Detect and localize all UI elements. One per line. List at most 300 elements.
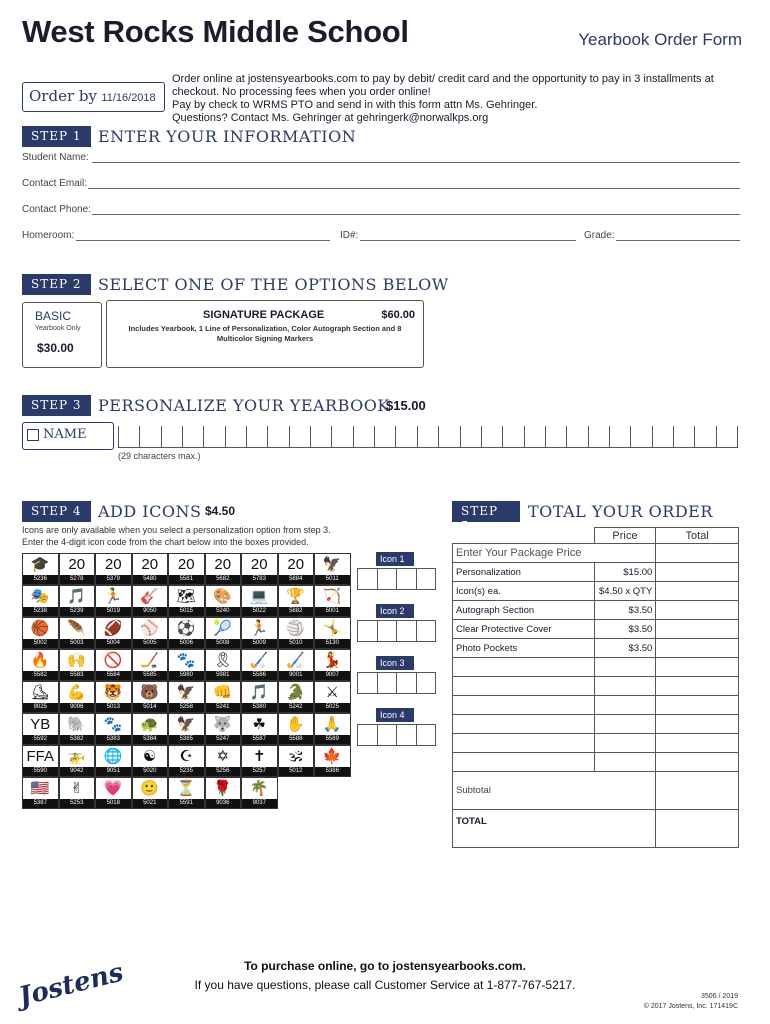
name-char-cell[interactable] xyxy=(267,426,288,448)
yearbook-icon: 20 xyxy=(287,556,305,573)
icon-code: 5480 xyxy=(133,575,168,584)
step3-heading: PERSONALIZE YOUR YEARBOOK xyxy=(98,396,390,415)
icon-chart-cell xyxy=(205,553,242,585)
icon-code: 5383 xyxy=(96,735,131,744)
icon-chart-cell xyxy=(22,777,59,809)
id-field[interactable] xyxy=(360,240,576,241)
icon-code: 5584 xyxy=(96,671,131,680)
icon-code: 5014 xyxy=(133,703,168,712)
icon2-digit[interactable] xyxy=(396,620,417,642)
icon-chart-row xyxy=(22,745,352,777)
yearbook-icon: 🎗 xyxy=(213,652,233,669)
step4-badge: STEP 4 xyxy=(22,501,91,522)
step2-heading: SELECT ONE OF THE OPTIONS BELOW xyxy=(98,275,449,294)
icon-code: 9001 xyxy=(279,671,314,680)
jostens-logo: Jostens xyxy=(15,957,127,1013)
icon-chart-cell xyxy=(22,585,59,617)
yearbook-icon: 🚫 xyxy=(103,652,123,669)
icon-code: 9007 xyxy=(315,671,350,680)
signature-desc: Includes Yearbook, 1 Line of Personalization, Color Autograph Section and 8 Multicolor Signing Markers xyxy=(128,324,402,343)
yearbook-icon: ✌ xyxy=(70,780,84,797)
blank-row-cell[interactable] xyxy=(594,677,656,696)
name-char-cell[interactable] xyxy=(438,426,459,448)
icon-chart-row xyxy=(22,649,352,681)
icon-chart-cell xyxy=(241,777,278,809)
icon-code: 5589 xyxy=(315,735,350,744)
total-cell[interactable] xyxy=(656,810,739,848)
icon-chart-cell xyxy=(59,713,96,745)
yearbook-icon: 🗺 xyxy=(176,588,196,605)
row-label: Icon(s) ea. xyxy=(453,582,595,601)
row-total-cell[interactable] xyxy=(656,601,739,620)
icon-code: 5013 xyxy=(96,703,131,712)
yearbook-icon: 🎨 xyxy=(213,588,233,605)
icon-code: 5239 xyxy=(60,607,95,616)
row-total-cell[interactable] xyxy=(656,639,739,658)
blank-row-cell[interactable] xyxy=(656,715,739,734)
yearbook-icon: ⚽ xyxy=(176,620,196,637)
yearbook-icon: 🐾 xyxy=(176,652,196,669)
icon-code: 5380 xyxy=(242,703,277,712)
icon-code: 5585 xyxy=(133,671,168,680)
yearbook-icon: ☯ xyxy=(143,748,157,765)
icon-chart-cell xyxy=(314,585,351,617)
icon3-digit[interactable] xyxy=(377,672,398,694)
icon-code: 9051 xyxy=(96,767,131,776)
icon-chart-cell xyxy=(241,585,278,617)
icon3-label: Icon 3 xyxy=(376,656,414,670)
icon-chart-cell xyxy=(314,553,351,585)
icon-chart-cell xyxy=(168,585,205,617)
school-title: West Rocks Middle School xyxy=(22,14,409,49)
icon-code: 5020 xyxy=(133,767,168,776)
icon-chart-cell xyxy=(278,585,315,617)
name-char-cell[interactable] xyxy=(374,426,395,448)
intro-line: checkout. No processing fees when you order online! xyxy=(172,86,431,98)
icon-chart-cell xyxy=(59,553,96,585)
icon3-entry[interactable] xyxy=(358,656,436,694)
phone-label: Contact Phone: xyxy=(22,204,91,215)
yearbook-icon: 🦅 xyxy=(176,716,196,733)
price-col-header: Price xyxy=(594,528,656,544)
yearbook-icon: 🐺 xyxy=(213,716,233,733)
icon2-digit[interactable] xyxy=(357,620,378,642)
yearbook-icon: 💃 xyxy=(322,652,342,669)
step1-heading: ENTER YOUR INFORMATION xyxy=(98,127,357,146)
icon-chart-cell xyxy=(59,681,96,713)
icon-chart-cell xyxy=(278,617,315,649)
icon3-digit[interactable] xyxy=(357,672,378,694)
grade-field[interactable] xyxy=(616,240,740,241)
yearbook-icon: 🐾 xyxy=(103,716,123,733)
name-char-cell[interactable] xyxy=(524,426,545,448)
icon-chart-cell xyxy=(95,649,132,681)
icon4-entry[interactable] xyxy=(358,708,436,746)
icon-code: 5236 xyxy=(23,575,58,584)
yearbook-icon: 🇺🇸 xyxy=(30,780,50,797)
name-char-cell[interactable] xyxy=(716,426,738,448)
yearbook-icon: ⏳ xyxy=(176,780,196,797)
icon-code: 5010 xyxy=(279,639,314,648)
name-char-cell[interactable] xyxy=(395,426,416,448)
email-label: Contact Email: xyxy=(22,178,88,189)
yearbook-icon: 🏃 xyxy=(249,620,269,637)
icon-code: 5258 xyxy=(169,703,204,712)
name-char-note: (29 characters max.) xyxy=(118,451,201,461)
blank-row-cell[interactable] xyxy=(656,658,739,677)
icon-chart-cell xyxy=(132,649,169,681)
signature-name: SIGNATURE PACKAGE xyxy=(203,309,325,321)
signature-option[interactable] xyxy=(106,300,424,368)
icon1-digit[interactable] xyxy=(357,568,378,590)
name-char-cell[interactable] xyxy=(118,426,139,448)
icon1-digit[interactable] xyxy=(377,568,398,590)
icon-chart-cell xyxy=(241,649,278,681)
icon-chart-cell xyxy=(314,713,351,745)
name-char-cell[interactable] xyxy=(609,426,630,448)
blank-row-cell[interactable] xyxy=(594,696,656,715)
basic-desc: Yearbook Only xyxy=(35,325,81,332)
yearbook-icon: 🐻 xyxy=(140,684,160,701)
footnote xyxy=(644,992,738,1012)
icon3-digit[interactable] xyxy=(416,672,437,694)
icon-chart-cell xyxy=(168,745,205,777)
step4-instructions xyxy=(22,524,331,548)
name-char-cell[interactable] xyxy=(289,426,310,448)
blank-row-cell[interactable] xyxy=(594,734,656,753)
icon-code: 5278 xyxy=(60,575,95,584)
yearbook-icon: 🐯 xyxy=(103,684,123,701)
row-label: Clear Protective Cover xyxy=(453,620,595,639)
icon1-label: Icon 1 xyxy=(376,552,414,566)
name-char-cell[interactable] xyxy=(588,426,609,448)
icon-code: 5980 xyxy=(169,671,204,680)
icon-chart-cell xyxy=(132,745,169,777)
blank-row-cell[interactable] xyxy=(453,658,595,677)
icon-chart-cell xyxy=(314,745,351,777)
name-char-cell[interactable] xyxy=(417,426,438,448)
row-label: Personalization xyxy=(453,563,595,582)
email-field[interactable] xyxy=(88,188,740,189)
name-char-cell[interactable] xyxy=(161,426,182,448)
basic-price: $30.00 xyxy=(37,341,74,355)
yearbook-icon: 🏀 xyxy=(30,620,50,637)
step4-heading: ADD ICONS xyxy=(98,502,202,521)
name-char-cell[interactable] xyxy=(225,426,246,448)
yearbook-icon: 🎾 xyxy=(213,620,233,637)
yearbook-icon: 🏆 xyxy=(286,588,306,605)
yearbook-icon: 20 xyxy=(68,556,86,573)
step2-badge: STEP 2 xyxy=(22,274,91,295)
student-name-field[interactable] xyxy=(92,162,740,163)
icon-chart-cell xyxy=(241,713,278,745)
name-char-cell[interactable] xyxy=(331,426,352,448)
name-char-cell[interactable] xyxy=(203,426,224,448)
icon-code: 5018 xyxy=(96,799,131,808)
icon-chart-cell xyxy=(314,681,351,713)
yearbook-icon: ✡ xyxy=(216,748,230,765)
icon-code: 9006 xyxy=(60,703,95,712)
icon-chart-row xyxy=(22,681,352,713)
icon-chart-cell xyxy=(241,553,278,585)
blank-row-cell[interactable] xyxy=(453,734,595,753)
name-char-cell[interactable] xyxy=(694,426,715,448)
name-checkbox-box[interactable] xyxy=(22,422,114,450)
icon-code: 5387 xyxy=(23,799,58,808)
yearbook-icon: 🎵 xyxy=(67,588,87,605)
yearbook-icon: 20 xyxy=(250,556,268,573)
yearbook-icon: ☘ xyxy=(252,716,266,733)
name-char-cell[interactable] xyxy=(246,426,267,448)
row-price: $15.00 xyxy=(594,563,656,582)
name-entry-cells[interactable] xyxy=(118,426,738,448)
yearbook-icon: 🤸 xyxy=(322,620,342,637)
phone-field[interactable] xyxy=(92,214,740,215)
name-char-cell[interactable] xyxy=(139,426,160,448)
step4-price: $4.50 xyxy=(205,504,236,518)
icon-code: 5025 xyxy=(315,703,350,712)
row-total-cell[interactable] xyxy=(656,582,739,601)
blank-row-cell[interactable] xyxy=(453,696,595,715)
id-label: ID#: xyxy=(340,230,359,241)
icon-code: 5257 xyxy=(242,767,277,776)
icon-chart-cell xyxy=(205,617,242,649)
row-price: $3.50 xyxy=(594,601,656,620)
order-by-box xyxy=(22,82,165,112)
yearbook-icon: 🙂 xyxy=(140,780,160,797)
name-char-cell[interactable] xyxy=(673,426,694,448)
yearbook-icon: 20 xyxy=(141,556,159,573)
icon-chart-cell xyxy=(59,745,96,777)
icon-code: 5884 xyxy=(279,575,314,584)
yearbook-icon: 🐢 xyxy=(140,716,160,733)
name-char-cell[interactable] xyxy=(566,426,587,448)
order-total-table xyxy=(452,527,739,848)
step5-heading: TOTAL YOUR ORDER xyxy=(528,502,713,521)
icon-code: 5586 xyxy=(242,671,277,680)
form-title: Yearbook Order Form xyxy=(578,30,742,49)
icon-chart-cell xyxy=(95,713,132,745)
name-char-cell[interactable] xyxy=(652,426,673,448)
icon-chart-cell xyxy=(205,777,242,809)
yearbook-icon: 🙌 xyxy=(67,652,87,669)
form-code: 3506 / 2019 xyxy=(701,993,738,1000)
icon-chart-cell xyxy=(132,777,169,809)
icon-chart-cell xyxy=(59,777,96,809)
icon-code: 5384 xyxy=(133,735,168,744)
icon-code: 5382 xyxy=(60,735,95,744)
yearbook-icon: 🌹 xyxy=(213,780,233,797)
yearbook-icon: 👊 xyxy=(213,684,233,701)
blank-row-cell[interactable] xyxy=(453,677,595,696)
icon4-digit[interactable] xyxy=(416,724,437,746)
name-checkbox[interactable] xyxy=(27,429,39,441)
icon-code: 5256 xyxy=(206,767,241,776)
name-char-cell[interactable] xyxy=(481,426,502,448)
package-price-label: Enter Your Package Price xyxy=(453,544,656,563)
icon-chart-cell xyxy=(132,681,169,713)
yearbook-icon: 20 xyxy=(214,556,232,573)
icon-chart-cell xyxy=(278,745,315,777)
icon-chart-cell xyxy=(168,553,205,585)
intro-line: Order online at jostensyearbooks.com to pay by debit/ credit card and the opportunity to pay in 3 installments at xyxy=(172,73,714,85)
icon-code: 5019 xyxy=(96,607,131,616)
icon4-digit[interactable] xyxy=(377,724,398,746)
name-char-cell[interactable] xyxy=(502,426,523,448)
icon1-digit[interactable] xyxy=(396,568,417,590)
icon-code: 5002 xyxy=(23,639,58,648)
icon-chart-row xyxy=(22,617,352,649)
icon-code: 5783 xyxy=(242,575,277,584)
icon-chart-cell xyxy=(132,617,169,649)
yearbook-icon: 🍁 xyxy=(322,748,342,765)
blank-row-cell[interactable] xyxy=(656,677,739,696)
icon-chart-cell xyxy=(241,745,278,777)
order-by-date: 11/16/2018 xyxy=(101,92,156,104)
icon-chart-cell xyxy=(22,713,59,745)
blank-row-cell[interactable] xyxy=(594,658,656,677)
icon-code: 5011 xyxy=(315,575,350,584)
icon1-entry[interactable] xyxy=(358,552,436,590)
basic-option[interactable] xyxy=(22,302,102,368)
yearbook-icon: 🐊 xyxy=(286,684,306,701)
icon-chart-cell xyxy=(95,745,132,777)
row-label: Photo Pockets xyxy=(453,639,595,658)
subtotal-label: Subtotal xyxy=(453,772,656,810)
homeroom-field[interactable] xyxy=(76,240,330,241)
icon-code: 5587 xyxy=(242,735,277,744)
blank-row-cell[interactable] xyxy=(656,696,739,715)
yearbook-icon: ⛸ xyxy=(30,684,50,701)
name-char-cell[interactable] xyxy=(630,426,651,448)
icon-code: 9037 xyxy=(242,799,277,808)
icon-code: 5582 xyxy=(23,671,58,680)
intro-line: Questions? Contact Ms. Gehringer at gehringerk@norwalkps.org xyxy=(172,112,489,124)
name-char-cell[interactable] xyxy=(460,426,481,448)
icon-chart-cell xyxy=(278,713,315,745)
step5-badge: STEP 5 xyxy=(452,501,520,522)
icon2-entry[interactable] xyxy=(358,604,436,642)
step1-badge: STEP 1 xyxy=(22,126,91,147)
yearbook-icon: 🎵 xyxy=(249,684,269,701)
yearbook-icon: 🎸 xyxy=(140,588,160,605)
step3-badge: STEP 3 xyxy=(22,395,91,416)
icon-chart-cell xyxy=(314,649,351,681)
name-char-cell[interactable] xyxy=(545,426,566,448)
blank-row-cell[interactable] xyxy=(453,715,595,734)
icon-chart-cell xyxy=(278,649,315,681)
name-char-cell[interactable] xyxy=(310,426,331,448)
icon-code: 5238 xyxy=(23,607,58,616)
icon4-label: Icon 4 xyxy=(376,708,414,722)
yearbook-icon: ⚔ xyxy=(325,684,339,701)
icon1-digit[interactable] xyxy=(416,568,437,590)
row-total-cell[interactable] xyxy=(656,563,739,582)
blank-row-cell[interactable] xyxy=(594,753,656,772)
yearbook-icon: 🏑 xyxy=(249,652,269,669)
icon-code: 5001 xyxy=(315,607,350,616)
icon-chart-cell xyxy=(205,585,242,617)
row-total-cell[interactable] xyxy=(656,620,739,639)
icon-code: 9042 xyxy=(60,767,95,776)
icon-chart-cell xyxy=(95,777,132,809)
yearbook-icon: 🚁 xyxy=(67,748,87,765)
name-char-cell[interactable] xyxy=(353,426,374,448)
icon4-digit[interactable] xyxy=(357,724,378,746)
icon-code: 5004 xyxy=(96,639,131,648)
row-price: $3.50 xyxy=(594,620,656,639)
icon-code: 9036 xyxy=(206,799,241,808)
yearbook-icon: 🐘 xyxy=(67,716,87,733)
step3-price: $15.00 xyxy=(386,398,426,413)
instruction-line: Icons are only available when you select a personalization option from step 3. xyxy=(22,525,331,535)
icon4-digit[interactable] xyxy=(396,724,417,746)
order-by-label: Order by xyxy=(29,87,97,105)
icon-code: 5581 xyxy=(169,575,204,584)
icon-code: 5235 xyxy=(169,767,204,776)
icon-chart-cell xyxy=(205,649,242,681)
icon-chart-cell xyxy=(168,777,205,809)
subtotal-cell[interactable] xyxy=(656,772,739,810)
yearbook-icon: 🏑 xyxy=(286,652,306,669)
yearbook-icon: 🎓 xyxy=(30,556,50,573)
icon-code: 5682 xyxy=(206,575,241,584)
blank-header xyxy=(453,528,595,544)
icon-chart-cell xyxy=(22,681,59,713)
icon-code: 5588 xyxy=(279,735,314,744)
grade-label: Grade: xyxy=(584,230,615,241)
icon-chart-row xyxy=(22,777,352,809)
yearbook-icon: 🏒 xyxy=(140,652,160,669)
icon-code: 5253 xyxy=(60,799,95,808)
icon-code: 5012 xyxy=(279,767,314,776)
icon-code: 5009 xyxy=(242,639,277,648)
icon-chart-cell xyxy=(22,649,59,681)
name-char-cell[interactable] xyxy=(182,426,203,448)
icon-chart-row xyxy=(22,553,352,585)
copyright: © 2017 Jostens, Inc. 171419C xyxy=(643,1003,738,1010)
icon3-digit[interactable] xyxy=(396,672,417,694)
row-price: $3.50 xyxy=(594,639,656,658)
package-total-cell[interactable] xyxy=(656,544,739,563)
icon-chart-cell xyxy=(205,713,242,745)
blank-row-cell[interactable] xyxy=(656,734,739,753)
yearbook-icon: 🌐 xyxy=(103,748,123,765)
blank-row-cell[interactable] xyxy=(656,753,739,772)
yearbook-icon: 💪 xyxy=(67,684,87,701)
icon-chart-cell xyxy=(132,713,169,745)
icon2-digit[interactable] xyxy=(377,620,398,642)
icon2-digit[interactable] xyxy=(416,620,437,642)
icon-code: 5379 xyxy=(96,575,131,584)
icon-code: 5130 xyxy=(315,639,350,648)
blank-row-cell[interactable] xyxy=(453,753,595,772)
blank-row-cell[interactable] xyxy=(594,715,656,734)
yearbook-icon: FFA xyxy=(26,748,54,765)
icon-chart-cell xyxy=(314,617,351,649)
icon-code: 9050 xyxy=(133,607,168,616)
yearbook-icon: 🔥 xyxy=(30,652,50,669)
icon-chart-cell xyxy=(241,617,278,649)
icon-code: 5386 xyxy=(315,767,350,776)
yearbook-icon: 20 xyxy=(104,556,122,573)
total-label: TOTAL xyxy=(453,810,656,848)
signature-price: $60.00 xyxy=(381,309,415,321)
icon-chart-cell xyxy=(95,681,132,713)
total-col-header: Total xyxy=(656,528,739,544)
icon-code: 5591 xyxy=(169,799,204,808)
icon2-label: Icon 2 xyxy=(376,604,414,618)
